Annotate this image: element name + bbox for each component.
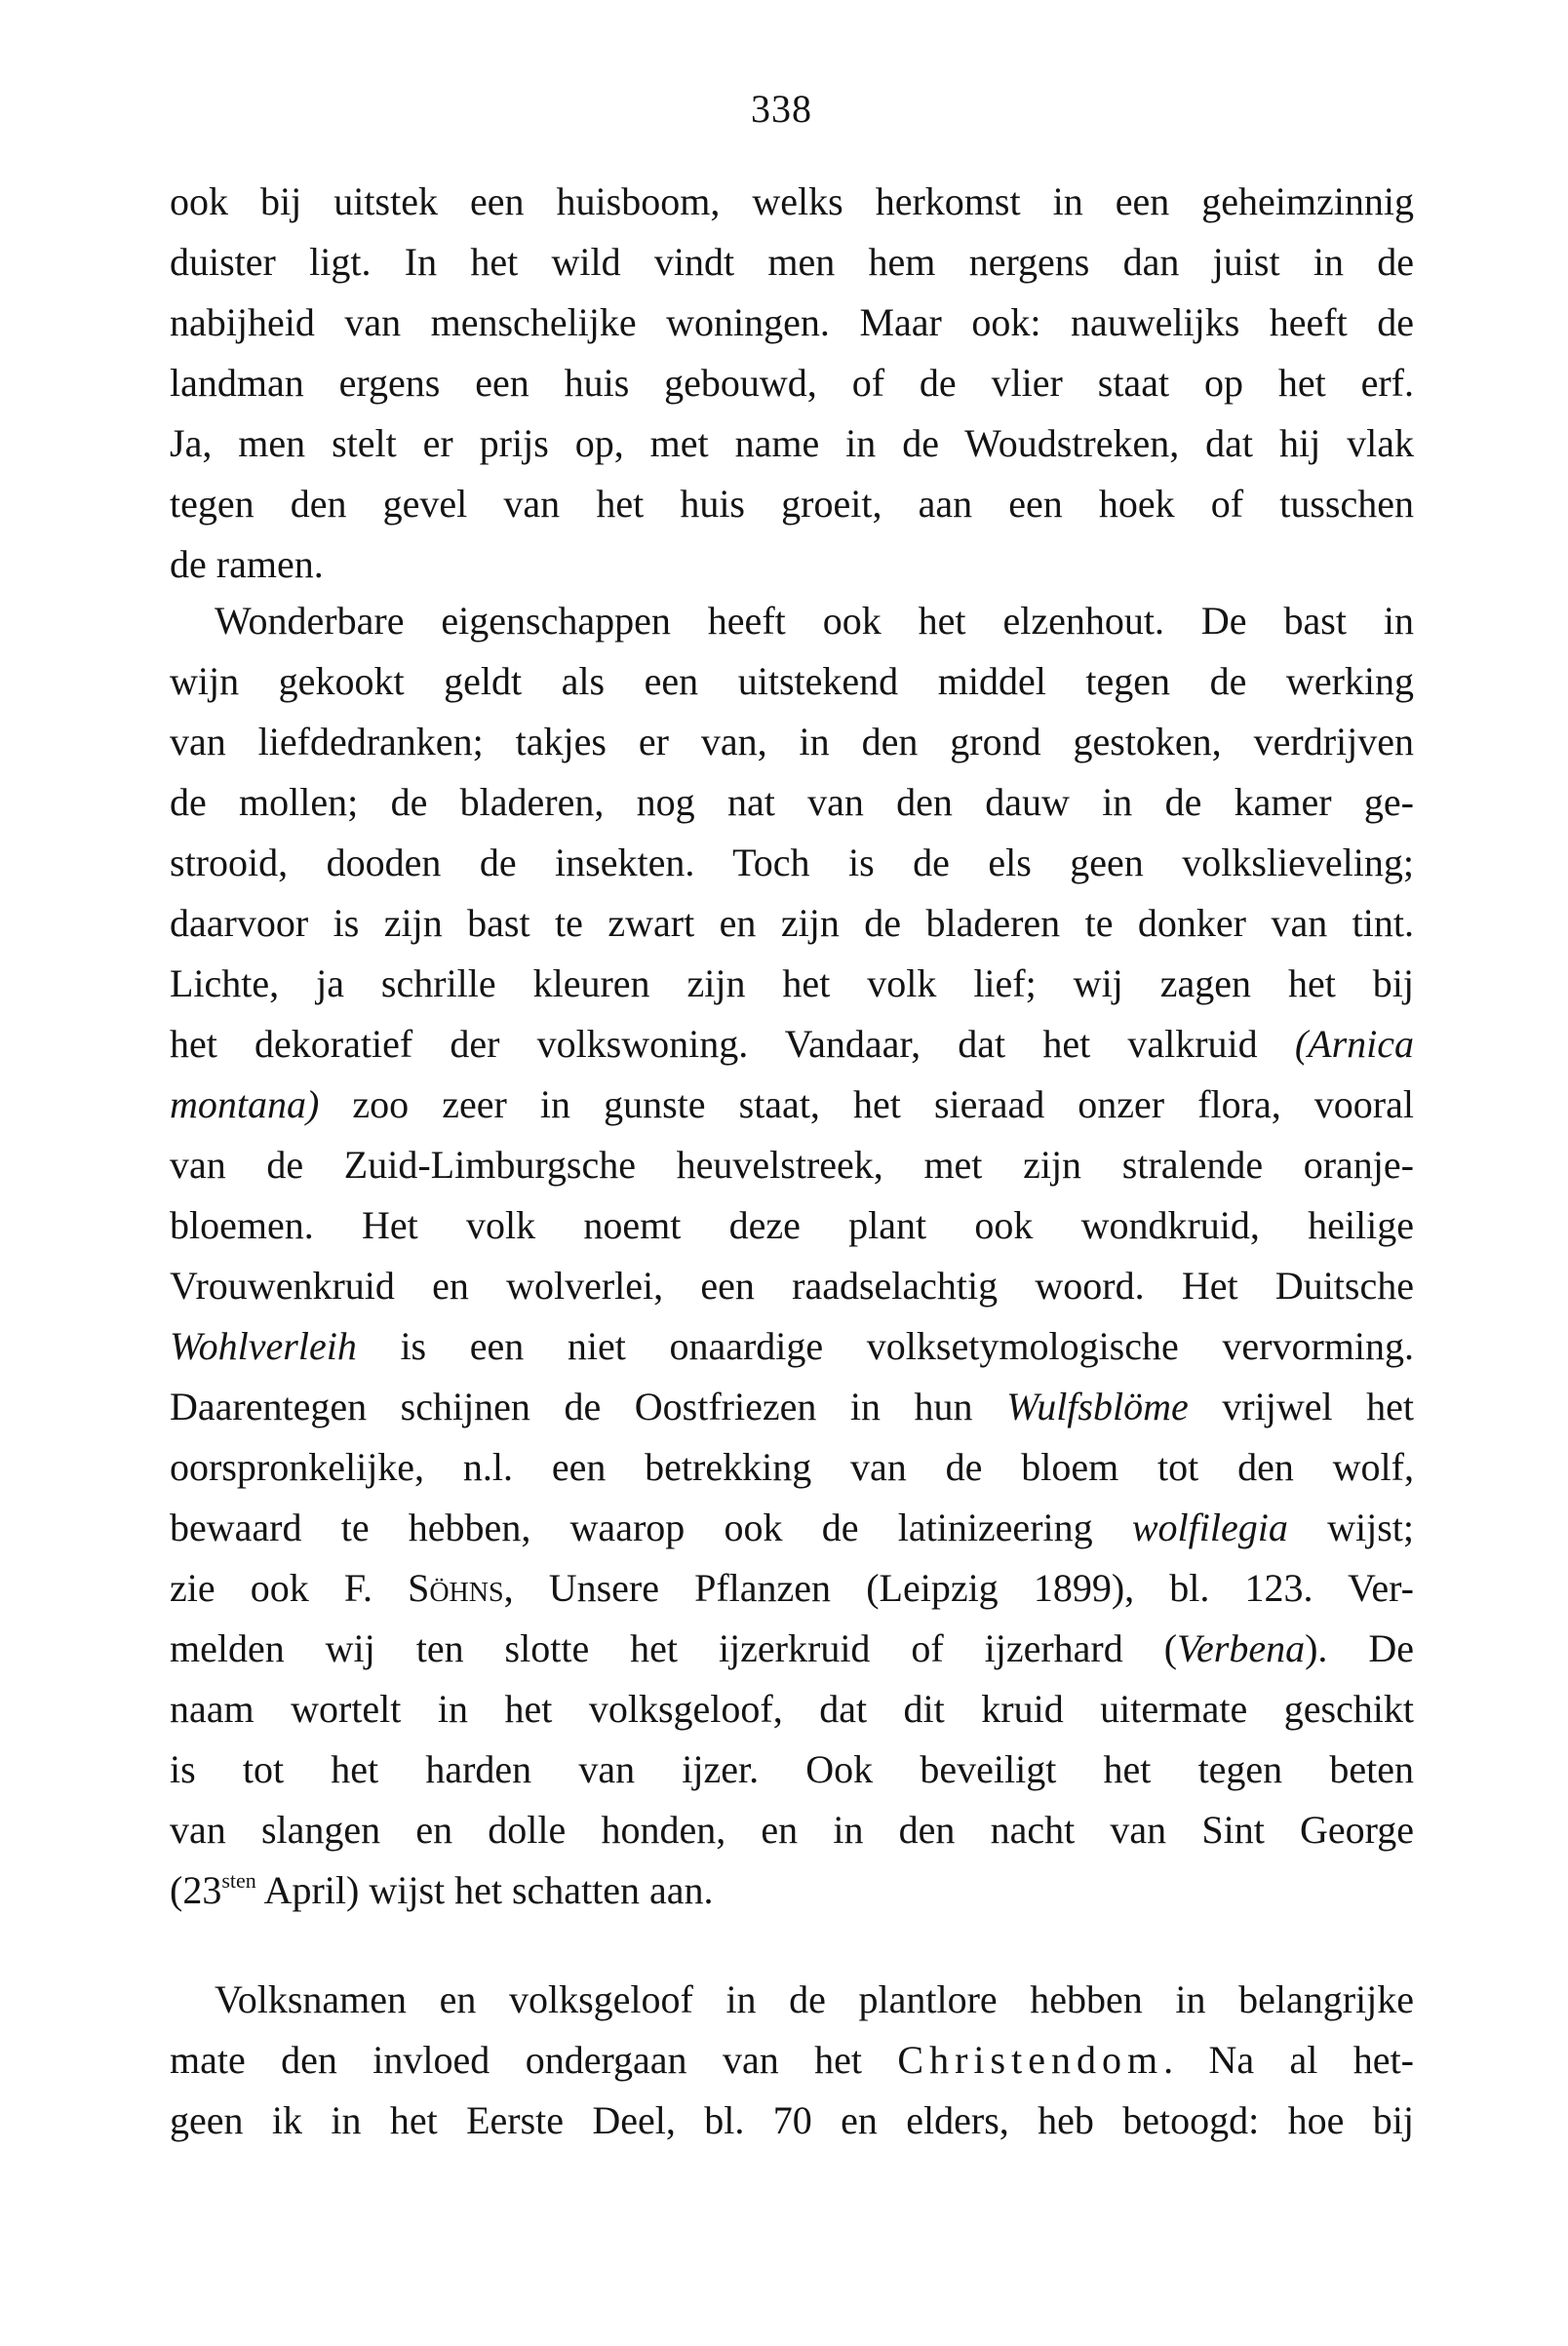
text-run: bewaard te hebben, waarop ook de latinizeering bbox=[170, 1505, 1132, 1549]
text-line: de ramen. bbox=[170, 542, 324, 586]
text-run: zie ook F. bbox=[170, 1566, 409, 1610]
text-line: strooid, dooden de insekten. Toch is de els geen volkslieveling; bbox=[170, 841, 1414, 884]
text-line: geen ik in het Eerste Deel, bl. 70 en elders, heb betoogd: hoe bij bbox=[170, 2098, 1414, 2142]
text-run: Daarentegen schijnen de Oostfriezen in hun bbox=[170, 1385, 1007, 1428]
text-line: van slangen en dolle honden, en in den nacht van Sint George bbox=[170, 1808, 1414, 1852]
text-line: Volksnamen en volksgeloof in de plantlore hebben in belangrijke bbox=[215, 1977, 1414, 2021]
text-line: nabijheid van menschelijke woningen. Maar ook: nauwelijks heeft de bbox=[170, 300, 1414, 344]
text-line: Lichte, ja schrille kleuren zijn het volk lief; wij zagen het bij bbox=[170, 961, 1414, 1005]
text-line: Vrouwenkruid en wolverlei, een raadselachtig woord. Het Duitsche bbox=[170, 1264, 1414, 1308]
text-line bbox=[170, 2030, 1414, 2091]
latin-name-verbena: Verbena bbox=[1177, 1626, 1306, 1670]
text-run: het dekoratief der volkswoning. Vandaar, dat het valkruid bbox=[170, 1022, 1295, 1066]
superscript: sten bbox=[221, 1868, 256, 1893]
text-line: Ja, men stelt er prijs op, met name in de Woudstreken, dat hij vlak bbox=[170, 421, 1414, 465]
paragraph-3 bbox=[170, 1970, 1414, 2151]
text-line: Wonderbare eigenschappen heeft ook het elzenhout. De bast in bbox=[215, 599, 1414, 643]
text-line: ook bij uitstek een huisboom, welks herkomst in een geheimzinnig bbox=[170, 179, 1414, 223]
text-line bbox=[170, 1860, 1414, 1921]
text-run: melden wij ten slotte het ijzerkruid of ijzerhard ( bbox=[170, 1626, 1178, 1670]
text-line: tegen den gevel van het huis groeit, aan een hoek of tusschen bbox=[170, 482, 1414, 526]
text-line: naam wortelt in het volksgeloof, dat dit kruid uitermate geschikt bbox=[170, 1687, 1414, 1731]
text-line: daarvoor is zijn bast te zwart en zijn de bladeren te donker van tint. bbox=[170, 901, 1414, 945]
text-line bbox=[170, 1558, 1414, 1619]
text-line: wijn gekookt geldt als een uitstekend middel tegen de werking bbox=[170, 659, 1414, 703]
text-run: (23 bbox=[170, 1868, 222, 1912]
text-line bbox=[170, 1075, 1414, 1135]
text-line: is tot het harden van ijzer. Ook beveiligt het tegen beten bbox=[170, 1747, 1414, 1791]
latin-name-montana: montana) bbox=[170, 1082, 320, 1126]
text-line: de mollen; de bladeren, nog nat van den dauw in de kamer ge- bbox=[170, 780, 1414, 824]
text-run: , Unsere Pflanzen (Leipzig 1899), bl. 123. Ver- bbox=[503, 1566, 1414, 1610]
paragraph-1 bbox=[170, 172, 1414, 595]
text-line: van de Zuid-Limburgsche heuvelstreek, met zijn stralende oranje- bbox=[170, 1143, 1414, 1187]
german-term-wohlverleih: Wohlverleih bbox=[170, 1324, 357, 1368]
author-name: Söhns bbox=[408, 1566, 504, 1610]
text-run: zoo zeer in gunste staat, het sieraad onzer flora, vooral bbox=[319, 1082, 1414, 1126]
frisian-term-wulfsblome: Wulfsblöme bbox=[1006, 1385, 1189, 1428]
text-run: is een niet onaardige volksetymologische vervorming. bbox=[356, 1324, 1414, 1368]
text-line bbox=[170, 1014, 1414, 1075]
text-line: van liefdedranken; takjes er van, in den grond gestoken, verdrijven bbox=[170, 720, 1414, 763]
latin-name-arnica: (Arnica bbox=[1294, 1022, 1414, 1066]
text-run: wijst; bbox=[1287, 1505, 1414, 1549]
text-line: oorspronkelijke, n.l. een betrekking van de bloem tot den wolf, bbox=[170, 1445, 1414, 1489]
text-line bbox=[170, 1498, 1414, 1558]
text-line bbox=[170, 1619, 1414, 1679]
latin-term-wolfilegia: wolfilegia bbox=[1131, 1505, 1288, 1549]
text-run: vrijwel het bbox=[1188, 1385, 1414, 1428]
text-run: mate den invloed ondergaan van het bbox=[170, 2038, 898, 2082]
text-line bbox=[170, 1377, 1414, 1437]
page-number: 338 bbox=[751, 87, 812, 131]
text-run: ). De bbox=[1305, 1626, 1414, 1670]
emphasized-term: Christendom bbox=[897, 2038, 1164, 2082]
text-run: April) wijst het schatten aan. bbox=[255, 1868, 714, 1912]
text-run: . Na al het- bbox=[1163, 2038, 1414, 2082]
text-line: duister ligt. In het wild vindt men hem nergens dan juist in de bbox=[170, 240, 1414, 284]
text-line: bloemen. Het volk noemt deze plant ook wondkruid, heilige bbox=[170, 1203, 1414, 1247]
paragraph-2 bbox=[170, 591, 1414, 1921]
text-line bbox=[170, 1316, 1414, 1377]
text-line: landman ergens een huis gebouwd, of de vlier staat op het erf. bbox=[170, 361, 1414, 405]
